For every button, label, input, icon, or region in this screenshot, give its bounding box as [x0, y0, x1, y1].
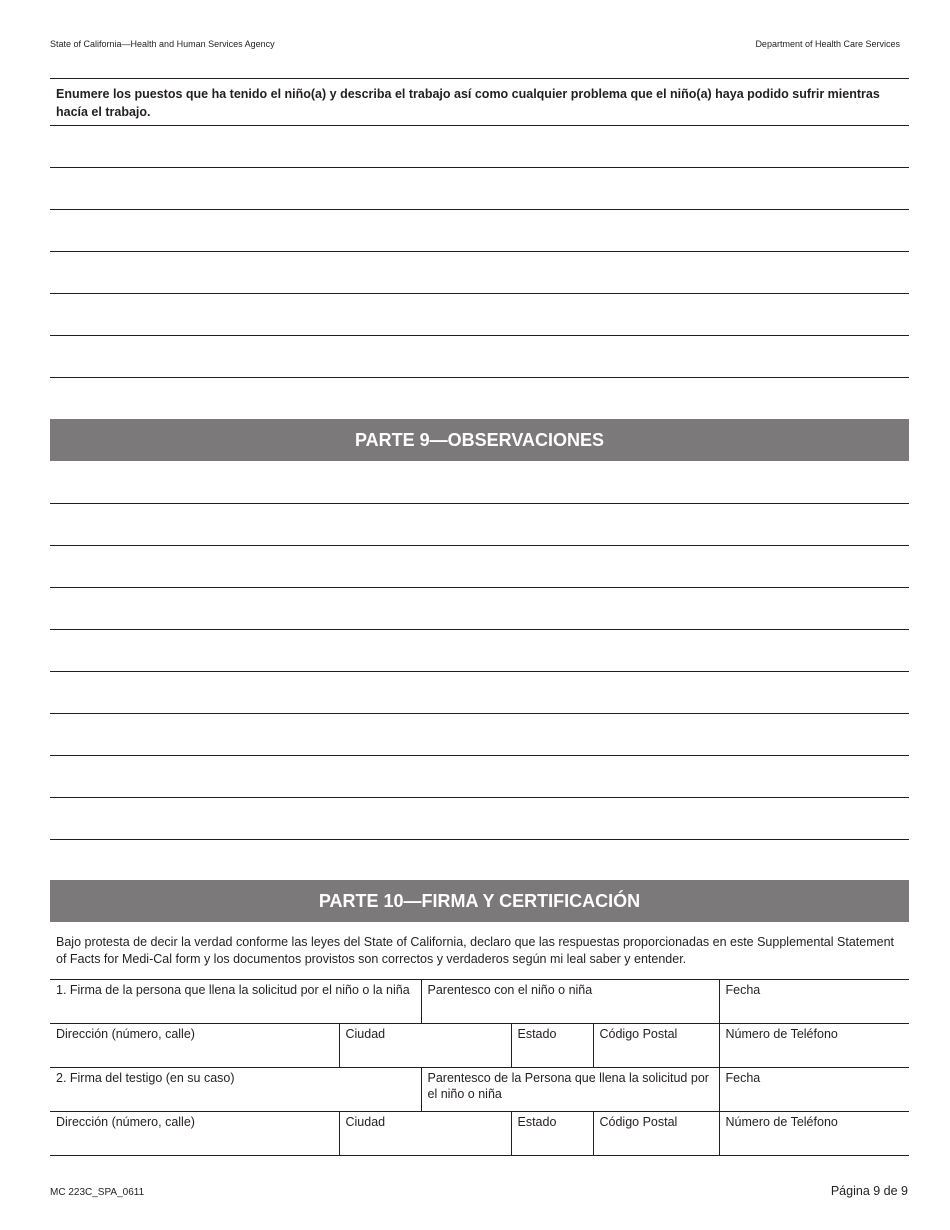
- work-history-answer-line[interactable]: [50, 335, 909, 336]
- witness-relationship-field[interactable]: Parentesco de la Persona que llena la solicitud por el niño o niña: [421, 1068, 719, 1112]
- applicant-city-field[interactable]: Ciudad: [339, 1024, 511, 1068]
- applicant-state-field[interactable]: Estado: [511, 1024, 593, 1068]
- applicant-signature-row: [50, 980, 909, 1024]
- observations-line[interactable]: [50, 545, 909, 546]
- witness-phone-field[interactable]: Número de Teléfono: [719, 1112, 909, 1156]
- applicant-signature-field[interactable]: 1. Firma de la persona que llena la solicitud por el niño o la niña: [50, 980, 421, 1024]
- witness-address-row: [50, 1112, 909, 1156]
- agency-header: State of California—Health and Human Services Agency: [50, 39, 275, 49]
- observations-line[interactable]: [50, 629, 909, 630]
- department-header: Department of Health Care Services: [755, 39, 900, 49]
- observations-line[interactable]: [50, 671, 909, 672]
- applicant-relationship-field[interactable]: Parentesco con el niño o niña: [421, 980, 719, 1024]
- work-history-answer-line[interactable]: [50, 251, 909, 252]
- page-number: Página 9 de 9: [830, 1184, 908, 1198]
- form-id: MC 223C_SPA_0611: [50, 1187, 145, 1198]
- applicant-address-row: [50, 1024, 909, 1068]
- work-history-answer-line[interactable]: [50, 209, 909, 210]
- observations-line[interactable]: [50, 755, 909, 756]
- witness-address-field[interactable]: Dirección (número, calle): [50, 1112, 339, 1156]
- witness-date-field[interactable]: Fecha: [719, 1068, 909, 1112]
- observations-line[interactable]: [50, 713, 909, 714]
- certification-statement: Bajo protesta de decir la verdad conforme las leyes del State of California, declaro que las respuestas proporcionadas en este Supplemental Statement of Facts for Medi-Cal form y los documentos provistos son correctos y verdaderos según mi leal saber y entender.: [56, 935, 894, 966]
- part10-title: PARTE 10—FIRMA Y CERTIFICACIÓN: [50, 880, 909, 922]
- witness-zip-field[interactable]: Código Postal: [593, 1112, 719, 1156]
- applicant-address-field[interactable]: Dirección (número, calle): [50, 1024, 339, 1068]
- observations-line[interactable]: [50, 587, 909, 588]
- observations-line[interactable]: [50, 839, 909, 840]
- witness-signature-field[interactable]: 2. Firma del testigo (en su caso): [50, 1068, 421, 1112]
- witness-city-field[interactable]: Ciudad: [339, 1112, 511, 1156]
- observations-line[interactable]: [50, 797, 909, 798]
- part9-title: PARTE 9—OBSERVACIONES: [50, 419, 909, 461]
- applicant-zip-field[interactable]: Código Postal: [593, 1024, 719, 1068]
- observations-line[interactable]: [50, 503, 909, 504]
- work-history-answer-line[interactable]: [50, 293, 909, 294]
- work-history-answer-line[interactable]: [50, 167, 909, 168]
- work-history-answer-line[interactable]: [50, 125, 909, 126]
- witness-state-field[interactable]: Estado: [511, 1112, 593, 1156]
- work-history-question: Enumere los puestos que ha tenido el niño(a) y describa el trabajo así como cualquier problema que el niño(a) haya podido sufrir mientras hacía el trabajo.: [50, 78, 909, 121]
- signature-table: [50, 979, 909, 1156]
- applicant-date-field[interactable]: Fecha: [719, 980, 909, 1024]
- applicant-phone-field[interactable]: Número de Teléfono: [719, 1024, 909, 1068]
- work-history-answer-line[interactable]: [50, 377, 909, 378]
- witness-signature-row: [50, 1068, 909, 1112]
